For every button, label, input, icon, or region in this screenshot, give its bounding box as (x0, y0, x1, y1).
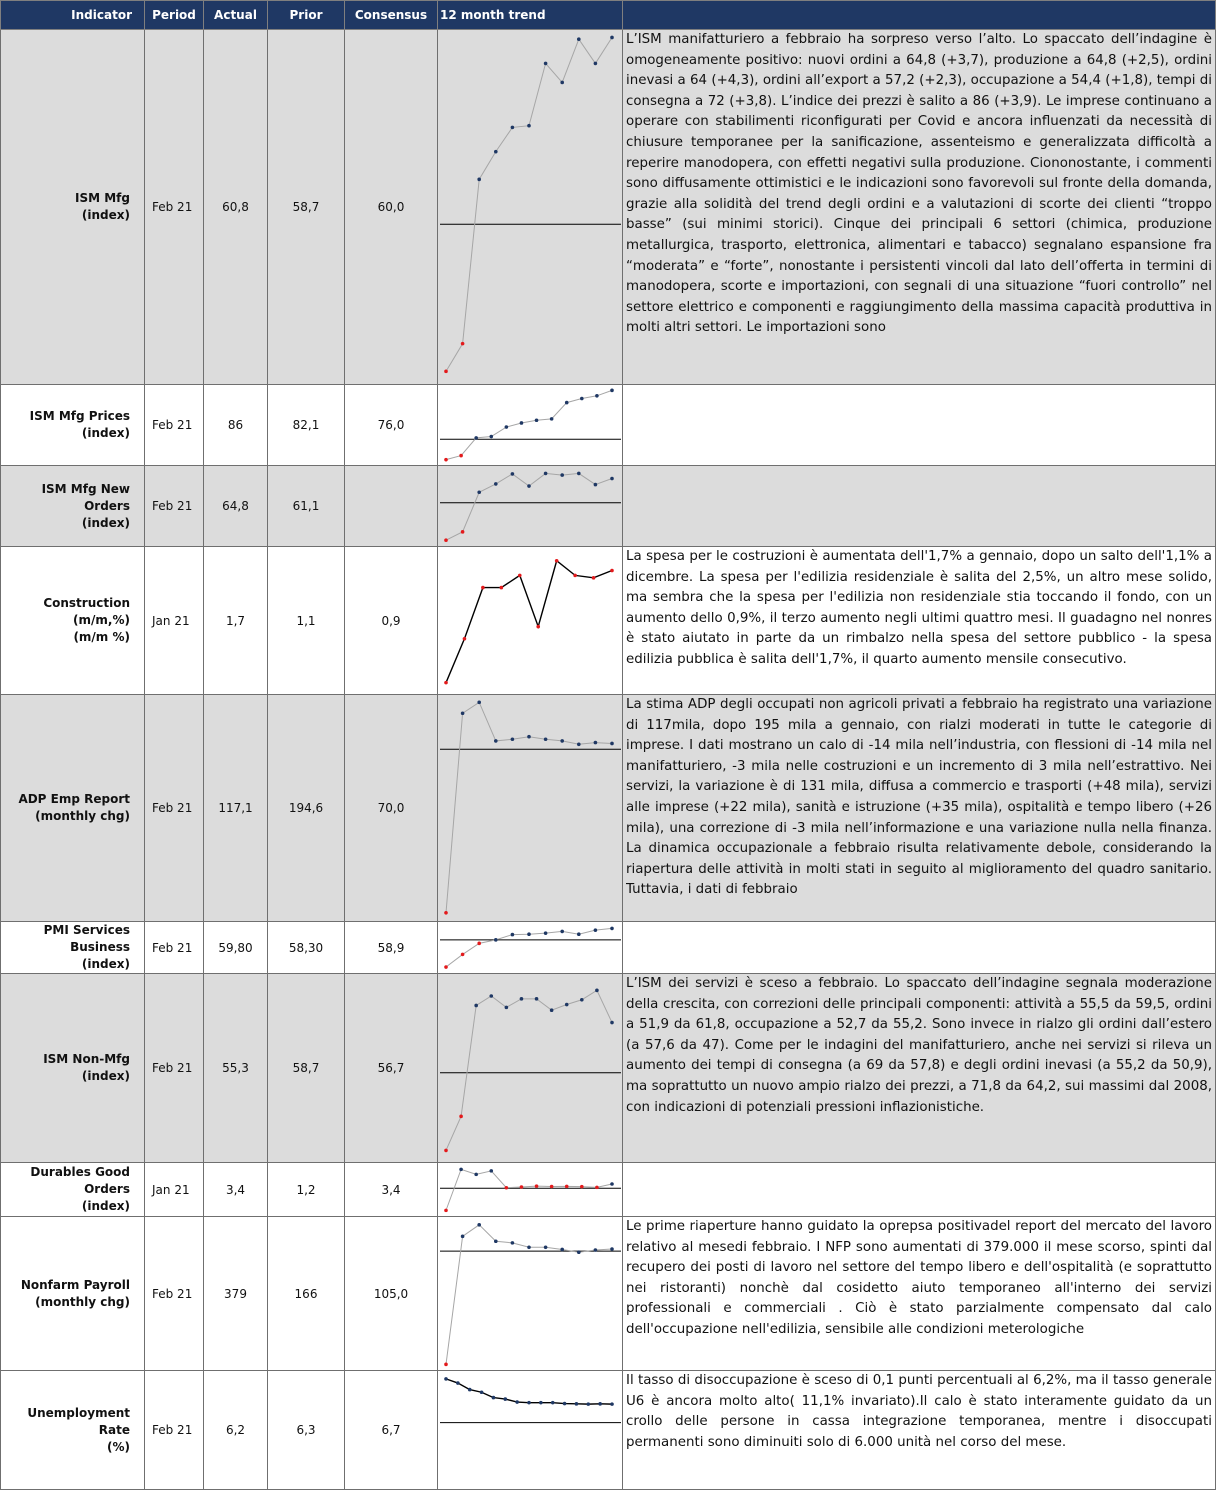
consensus-cell: 6,7 (345, 1371, 438, 1490)
trend-point (594, 1248, 598, 1252)
indicator-name-line: Orders (84, 498, 130, 513)
prior-cell: 166 (268, 1217, 345, 1371)
trend-point (511, 472, 515, 476)
trend-line (446, 390, 612, 459)
trend-point (560, 1248, 564, 1252)
trend-point (594, 62, 598, 66)
period-cell: Feb 21 (145, 922, 204, 974)
sparkline-chart (438, 695, 622, 921)
trend-point (477, 490, 481, 494)
trend-point (565, 401, 569, 405)
trend-point (594, 483, 598, 487)
header-period: Period (145, 1, 204, 30)
indicator-name-line: (%) (107, 1439, 130, 1454)
commentary-cell (623, 922, 1216, 974)
trend-point (598, 1402, 602, 1406)
period-cell: Feb 21 (145, 974, 204, 1163)
indicator-name-line: Business (70, 940, 130, 954)
actual-cell: 86 (204, 385, 268, 466)
trend-point (444, 965, 448, 969)
trend-point (461, 530, 465, 534)
trend-point (444, 1363, 448, 1367)
table-row (1, 922, 1216, 974)
trend-point (494, 1239, 498, 1243)
indicator-name-line: (index) (81, 1069, 130, 1083)
consensus-cell: 76,0 (345, 385, 438, 466)
table-row (1, 1371, 1216, 1490)
trend-point (474, 436, 478, 440)
trend-point (489, 1169, 493, 1173)
table-row (1, 547, 1216, 695)
indicator-name-line: (m/m,%) (73, 613, 130, 627)
commentary-text: La spesa per le costruzioni è aumentata dell'1,7% a gennaio, dopo un salto dell'1,1% a dicembre. La spesa per l'edilizia residenziale è salita del 2,5%, un altro mese solido, ma sembra che la spesa per l'edilizia non residenziale stia toccando il fondo, con un aumento dello 0,9%, il terzo aumento negli ultimi quattro mesi. Il guadagno nel nonres è stato aiutato in parte da un rimbalzo nella spesa del settore pubblico - la spesa edilizia pubblica è salita dell'1,7%, il quarto aumento mensile consecutivo. (626, 549, 1212, 667)
consensus-cell (345, 466, 438, 547)
indicator-name-line: ISM Mfg New (41, 481, 130, 496)
commentary-text (626, 922, 1212, 973)
actual-cell: 1,7 (204, 547, 268, 695)
table-row (1, 695, 1216, 922)
trend-point (444, 538, 448, 542)
header-prior: Prior (268, 1, 345, 30)
trend-point (500, 586, 504, 590)
trend-point (527, 484, 531, 488)
consensus-cell: 56,7 (345, 974, 438, 1163)
commentary-cell (623, 1371, 1216, 1490)
indicator-name-line: (index) (81, 957, 130, 971)
commentary-cell (623, 547, 1216, 695)
trend-point (492, 1396, 496, 1400)
trend-point (539, 1401, 543, 1405)
trend-point (565, 1003, 569, 1007)
sparkline-chart (438, 923, 622, 973)
trend-point (577, 932, 581, 936)
trend-point (527, 932, 531, 936)
trend-point (550, 1185, 554, 1189)
indicator-name (1, 547, 145, 695)
trend-point (577, 472, 581, 476)
trend-point (550, 417, 554, 421)
sparkline-chart (438, 466, 622, 546)
consensus-cell: 3,4 (345, 1163, 438, 1217)
trend-point (518, 574, 522, 578)
trend-point (511, 932, 515, 936)
indicator-name-line: Unemployment Rate (27, 1405, 130, 1437)
commentary-cell (623, 974, 1216, 1163)
trend-point (480, 1390, 484, 1394)
trend-point (535, 418, 539, 422)
trend-point (577, 1250, 581, 1254)
trend-point (580, 1185, 584, 1189)
trend-point (573, 574, 577, 578)
commentary-cell (623, 1163, 1216, 1217)
trend-point (594, 741, 598, 745)
indicator-name-line: (monthly chg) (35, 809, 130, 823)
sparkline-chart (438, 547, 622, 694)
commentary-text (626, 1163, 1212, 1216)
trend-point (474, 1004, 478, 1008)
sparkline-chart (438, 385, 622, 465)
trend-point (505, 1006, 509, 1010)
trend-point (610, 1021, 614, 1025)
commentary-cell (623, 30, 1216, 385)
indicator-name (1, 1217, 145, 1371)
trend-point (580, 397, 584, 401)
actual-cell: 379 (204, 1217, 268, 1371)
period-cell: Feb 21 (145, 466, 204, 547)
trend-cell (438, 695, 623, 922)
consensus-cell: 58,9 (345, 922, 438, 974)
trend-point (444, 1149, 448, 1153)
trend-point (610, 569, 614, 573)
trend-point (575, 1402, 579, 1406)
trend-point (459, 1168, 463, 1172)
actual-cell: 6,2 (204, 1371, 268, 1490)
indicator-name-line: Orders (84, 1182, 130, 1196)
prior-cell: 1,2 (268, 1163, 345, 1217)
commentary-text (626, 385, 1212, 465)
trend-cell (438, 466, 623, 547)
trend-point (444, 370, 448, 374)
trend-point (468, 1388, 472, 1392)
commentary-text: Il tasso di disoccupazione è sceso di 0,1 punti percentuali al 6,2%, ma il tasso generale U6 è ancora molto alto( 11,1% invariato).Il calo è stato interamente guidato da un crollo delle persone in cassa integrazione temporanea, mentre i disoccupati permanenti sono diminuiti solo di 6.000 unità nel corso del mese. (626, 1373, 1212, 1450)
table-row (1, 30, 1216, 385)
indicator-name (1, 466, 145, 547)
trend-cell (438, 547, 623, 695)
trend-point (544, 472, 548, 476)
trend-point (503, 1397, 507, 1401)
trend-point (527, 124, 531, 128)
commentary-cell (623, 385, 1216, 466)
indicator-name-line: (index) (81, 515, 130, 530)
indicator-rows (1, 30, 1216, 1490)
prior-cell: 61,1 (268, 466, 345, 547)
header-row (1, 1, 1216, 30)
indicator-name (1, 1371, 145, 1490)
commentary-text: Le prime riaperture hanno guidato la oprepsa positivadel report del mercato del lavoro relativo al mesedi febbraio. I NFP sono aumentati di 379.000 il mese scorso, spinti dal recupero dei posti di lavoro nel settore del tempo libero e dell'ospitalità (e soprattutto nei ristoranti) nonchè dal cosidetto aiuto temporaneo all'interno dei servizi professionali e commerciali . Ciò è stato parzialmente compensato dal calo dell'occupazione nell'edilizia, sensibile alle condizioni meterologiche (626, 1219, 1212, 1337)
trend-point (474, 1173, 478, 1177)
commentary-text (626, 466, 1212, 546)
trend-point (515, 1400, 519, 1404)
consensus-cell: 70,0 (345, 695, 438, 922)
trend-cell (438, 30, 623, 385)
period-cell: Feb 21 (145, 1217, 204, 1371)
period-cell: Feb 21 (145, 1371, 204, 1490)
trend-point (511, 1241, 515, 1245)
commentary-text: La stima ADP degli occupati non agricoli privati a febbraio ha registrato una variazione di 117mila, dopo 195 mila a gennaio, con rialzi moderati in tutte le categorie di imprese. I dati mostrano un calo di -14 mila nell’industria, con flessioni di -14 mila nel manifatturiero, -3 mila nelle costruzioni e un incremento di 3 mila nell’estrattivo. Nei servizi, la variazione è di 131 mila, diffusa a commercio e trasporti (+48 mila), servizi alle imprese (+22 mila), sanità e istruzione (+35 mila), ospitalità e tempo libero (+26 mila), una correzione di -3 mila nell’informazione e una variazione nulla nella finanza. La dinamica occupazionale a febbraio risulta relativamente debole, considerando la riapertura delle attività in molti stati in seguito al miglioramento del quadro sanitario. Tuttavia, i dati di febbraio (626, 697, 1212, 898)
trend-point (461, 1235, 465, 1239)
trend-point (577, 742, 581, 746)
trend-point (535, 1184, 539, 1188)
indicator-name (1, 974, 145, 1163)
indicator-name-line: Construction (43, 596, 130, 610)
trend-point (550, 1008, 554, 1012)
prior-cell: 58,7 (268, 30, 345, 385)
indicator-name-line: ISM Non-Mfg (43, 1052, 130, 1066)
trend-point (527, 735, 531, 739)
trend-point (527, 1401, 531, 1405)
trend-point (456, 1381, 460, 1385)
trend-point (610, 742, 614, 746)
trend-point (444, 681, 448, 685)
trend-point (527, 1245, 531, 1249)
header-actual: Actual (204, 1, 268, 30)
trend-point (551, 1401, 555, 1405)
indicator-name (1, 30, 145, 385)
indicator-name-line: (monthly chg) (35, 1294, 130, 1309)
indicator-name-line: (index) (81, 208, 130, 222)
actual-cell: 3,4 (204, 1163, 268, 1217)
table-row (1, 1163, 1216, 1217)
sparkline-chart (438, 1217, 622, 1370)
trend-cell (438, 974, 623, 1163)
sparkline-chart (438, 1371, 622, 1489)
table-row (1, 1217, 1216, 1371)
prior-cell: 6,3 (268, 1371, 345, 1490)
consensus-cell: 105,0 (345, 1217, 438, 1371)
period-cell: Feb 21 (145, 385, 204, 466)
trend-point (461, 952, 465, 956)
trend-point (520, 1185, 524, 1189)
trend-point (494, 938, 498, 942)
consensus-cell: 0,9 (345, 547, 438, 695)
prior-cell: 82,1 (268, 385, 345, 466)
indicator-name-line: ISM Mfg Prices (29, 409, 130, 423)
prior-cell: 1,1 (268, 547, 345, 695)
trend-point (610, 926, 614, 930)
trend-point (444, 1209, 448, 1213)
trend-point (560, 929, 564, 933)
trend-point (459, 454, 463, 458)
trend-point (511, 737, 515, 741)
trend-point (610, 477, 614, 481)
trend-point (520, 421, 524, 425)
trend-point (586, 1402, 590, 1406)
trend-point (477, 1223, 481, 1227)
trend-cell (438, 1163, 623, 1217)
indicator-name-line: Nonfarm Payroll (20, 1277, 130, 1292)
trend-point (489, 994, 493, 998)
trend-point (536, 625, 540, 629)
trend-line (446, 702, 612, 912)
indicator-name (1, 695, 145, 922)
actual-cell: 64,8 (204, 466, 268, 547)
trend-point (595, 989, 599, 993)
actual-cell: 60,8 (204, 30, 268, 385)
trend-point (544, 737, 548, 741)
trend-point (555, 559, 559, 563)
indicator-name (1, 1163, 145, 1217)
trend-point (494, 150, 498, 154)
trend-point (444, 911, 448, 915)
trend-point (595, 1186, 599, 1190)
trend-point (544, 62, 548, 66)
trend-line (446, 37, 612, 371)
trend-point (520, 997, 524, 1001)
table-row (1, 385, 1216, 466)
trend-point (595, 394, 599, 398)
trend-point (544, 1245, 548, 1249)
trend-cell (438, 385, 623, 466)
actual-cell: 59,80 (204, 922, 268, 974)
trend-point (610, 1182, 614, 1186)
trend-line (446, 1379, 612, 1404)
trend-point (494, 482, 498, 486)
trend-point (461, 342, 465, 346)
header-consensus: Consensus (345, 1, 438, 30)
indicator-name-line: (index) (81, 426, 130, 440)
prior-cell: 194,6 (268, 695, 345, 922)
trend-point (610, 1402, 614, 1406)
trend-point (565, 1185, 569, 1189)
commentary-text: L’ISM manifatturiero a febbraio ha sorpreso verso l’alto. Lo spaccato dell’indagine è omogeneamente positivo: nuovi ordini a 64,8 (+3,7), produzione a 64,8 (+2,5), ordini inevasi a 64 (+4,3), ordini all’export a 57,2 (+2,3), occupazione a 54,4 (+1,8), tempi di consegna a 72 (+3,8). L’indice dei prezzi è salito a 86 (+3,9). Le imprese continuano a operare con stabilimenti riconfigurati per Covid e ancora influenzati da necessità di chiusure temporanee per la sanificazione, assenteismo e generalizzata difficoltà a reperire manodopera, con effetti negativi sulla produzione. Ciononostante, i commenti sono diffusamente ottimistici e le indicazioni sono favorevoli sul fronte della domanda, grazie alla solidità del trend degli ordini e a valutazioni di scorte dei clienti “troppo basse” (sui minimi storici). Cinque dei principali 6 settori (chimica, produzione metallurgica, trasporto, elettronica, alimentari e tabacco) segnalano espansione fra “moderata” e “forte”, nonostante i persistenti vincoli dal lato dell’offerta in termini di manodopera, scorte e importazioni, con segnali di una situazione “fuori controllo” nel settore elettrico e componenti e raggiungimento della massima capacità produttiva in molti altri settori. Le importazioni sono (626, 32, 1212, 336)
indicator-name (1, 922, 145, 974)
trend-point (544, 931, 548, 935)
trend-point (560, 81, 564, 85)
trend-cell (438, 922, 623, 974)
prior-cell: 58,7 (268, 974, 345, 1163)
period-cell: Jan 21 (145, 547, 204, 695)
trend-point (477, 941, 481, 945)
trend-point (463, 637, 467, 641)
trend-point (481, 586, 485, 590)
trend-point (511, 126, 515, 130)
trend-point (560, 739, 564, 743)
commentary-cell (623, 695, 1216, 922)
trend-point (580, 998, 584, 1002)
trend-point (610, 389, 614, 393)
table-row (1, 466, 1216, 547)
commentary-text: L’ISM dei servizi è sceso a febbraio. Lo spaccato dell’indagine segnala moderazione della crescita, con correzioni delle principali componenti: attività a 55,5 da 59,5, ordini a 51,9 da 61,8, occupazione a 52,7 da 55,2. Sono invece in rialzo gli ordini dall’estero (a 57,6 da 47). Come per le indagini del manifatturiero, anche nei servizi si rileva un aumento dei tempi di consegna (a 69 da 57,8) e degli ordini inevasi (a 55,2 da 50,9), ma soprattutto un nuovo ampio rialzo dei prezzi, a 71,8 da 64,2, sui massimi dal 2008, con indicazioni di potenziali pressioni inflazionistiche. (626, 976, 1212, 1115)
trend-cell (438, 1371, 623, 1490)
indicator-name (1, 385, 145, 466)
header-indicator: Indicator (1, 1, 145, 30)
header-trend: 12 month trend (438, 1, 623, 30)
trend-line (446, 473, 612, 540)
header-commentary (623, 1, 1216, 30)
commentary-cell (623, 466, 1216, 547)
trend-point (444, 1377, 448, 1381)
trend-line (446, 561, 612, 683)
period-cell: Feb 21 (145, 695, 204, 922)
trend-point (489, 435, 493, 439)
sparkline-chart (438, 974, 622, 1162)
trend-point (563, 1402, 567, 1406)
trend-point (477, 701, 481, 705)
trend-point (505, 1186, 509, 1190)
indicator-name-line: PMI Services (43, 923, 130, 937)
trend-point (592, 576, 596, 580)
indicator-name-line: ISM Mfg (75, 191, 130, 205)
commentary-cell (623, 1217, 1216, 1371)
period-cell: Feb 21 (145, 30, 204, 385)
indicator-name-line: (index) (81, 1199, 130, 1213)
table-row (1, 974, 1216, 1163)
actual-cell: 117,1 (204, 695, 268, 922)
trend-point (594, 928, 598, 932)
indicator-name-line: (m/m %) (73, 630, 130, 644)
sparkline-chart (438, 1163, 622, 1216)
indicator-name-line: Durables Good (30, 1165, 130, 1179)
trend-point (494, 739, 498, 743)
trend-point (560, 473, 564, 477)
trend-point (477, 178, 481, 182)
trend-point (577, 37, 581, 41)
trend-point (461, 711, 465, 715)
consensus-cell: 60,0 (345, 30, 438, 385)
trend-point (610, 36, 614, 40)
trend-point (505, 425, 509, 429)
trend-point (459, 1115, 463, 1119)
sparkline-chart (438, 30, 622, 384)
trend-line (446, 990, 612, 1150)
trend-cell (438, 1217, 623, 1371)
prior-cell: 58,30 (268, 922, 345, 974)
period-cell: Jan 21 (145, 1163, 204, 1217)
trend-point (610, 1247, 614, 1251)
trend-point (535, 997, 539, 1001)
trend-point (444, 458, 448, 462)
indicator-name-line: ADP Emp Report (18, 792, 130, 806)
trend-line (446, 1169, 612, 1210)
actual-cell: 55,3 (204, 974, 268, 1163)
